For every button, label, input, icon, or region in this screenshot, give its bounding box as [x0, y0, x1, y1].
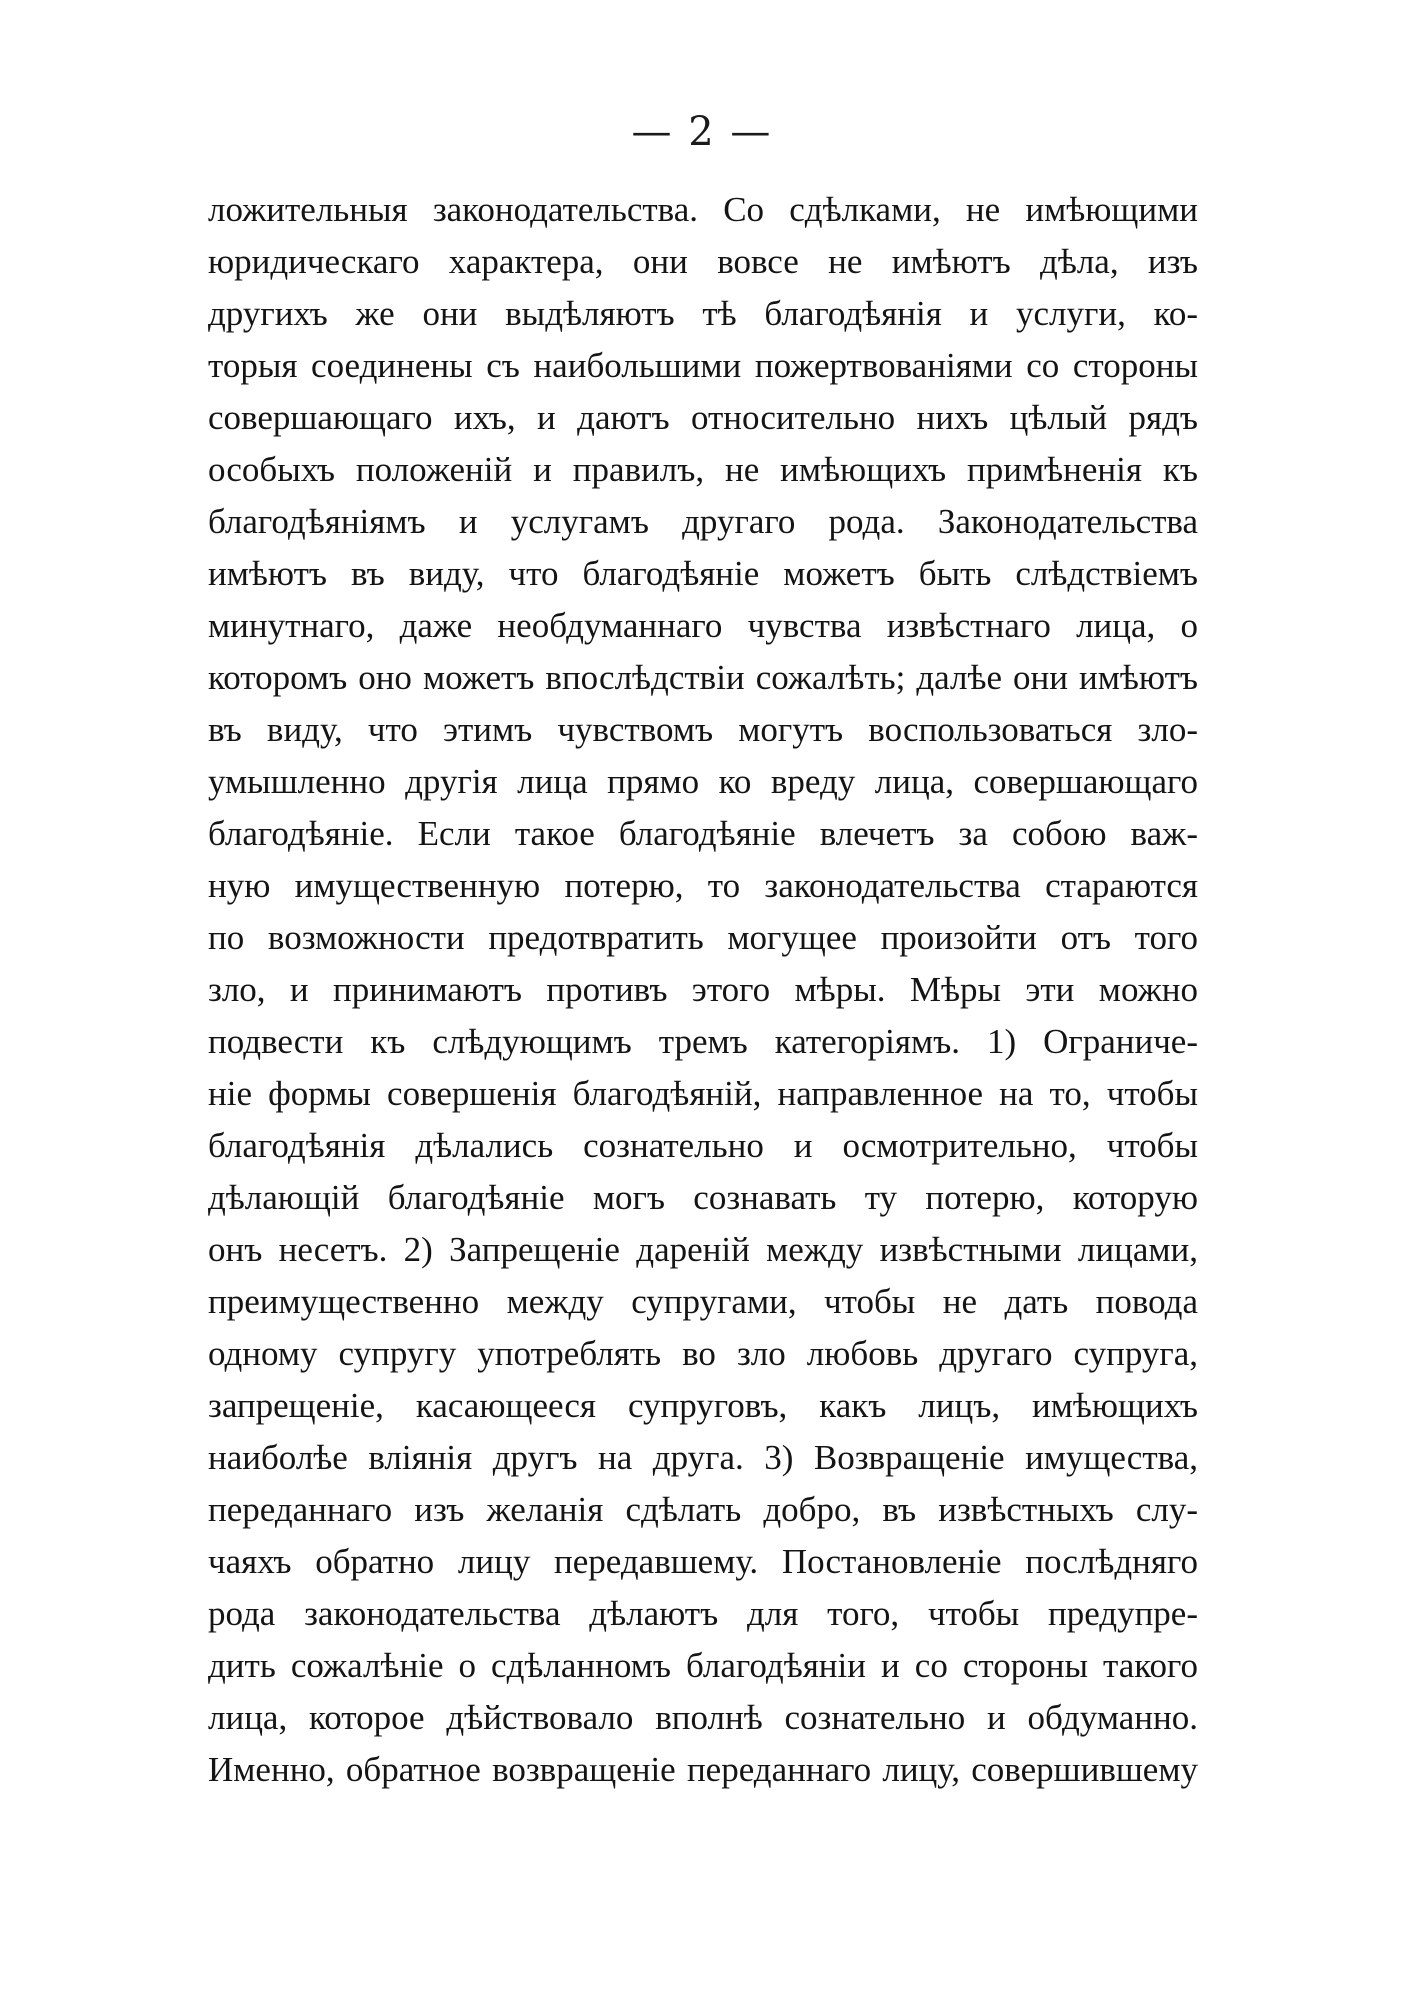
text-line: рода законодательства дѣлаютъ для того, чтобы предупре-: [208, 1594, 1198, 1633]
body-text: [208, 184, 1198, 1796]
text-line: умышленно другія лица прямо ко вреду лица, совершающаго: [208, 762, 1198, 801]
text-line: ную имущественную потерю, то законодательства стараются: [208, 866, 1198, 905]
text-line: по возможности предотвратить могущее произойти отъ того: [208, 918, 1198, 957]
text-line: юридическаго характера, они вовсе не имѣютъ дѣла, изъ: [208, 242, 1198, 281]
text-line: другихъ же они выдѣляютъ тѣ благодѣянія и услуги, ко-: [208, 294, 1198, 333]
text-line: дѣлающій благодѣяніе могъ сознавать ту потерю, которую: [208, 1178, 1198, 1217]
text-line: преимущественно между супругами, чтобы не дать повода: [208, 1282, 1198, 1321]
text-line: благодѣяніямъ и услугамъ другаго рода. Законодательства: [208, 502, 1198, 541]
text-line: минутнаго, даже необдуманнаго чувства извѣстнаго лица, о: [208, 606, 1198, 645]
text-line: запрещеніе, касающееся супруговъ, какъ лицъ, имѣющихъ: [208, 1386, 1198, 1425]
text-line: подвести къ слѣдующимъ тремъ категоріямъ. 1) Ограниче-: [208, 1022, 1198, 1061]
text-line: имѣютъ въ виду, что благодѣяніе можетъ быть слѣдствіемъ: [208, 554, 1198, 593]
text-line: благодѣянія дѣлались сознательно и осмотрительно, чтобы: [208, 1126, 1198, 1165]
text-line: благодѣяніе. Если такое благодѣяніе влечетъ за собою важ-: [208, 814, 1198, 853]
page-number: — 2 —: [631, 109, 773, 155]
text-line: Именно, обратное возвращеніе переданнаго лицу, совершившему: [208, 1750, 1198, 1789]
text-line: зло, и принимаютъ противъ этого мѣры. Мѣры эти можно: [208, 970, 1198, 1009]
text-line: наиболѣе вліянія другъ на друга. 3) Возвращеніе имущества,: [208, 1438, 1198, 1477]
text-line: одному супругу употреблять во зло любовь другаго супруга,: [208, 1334, 1198, 1373]
text-line: лица, которое дѣйствовало вполнѣ сознательно и обдуманно.: [208, 1698, 1198, 1737]
text-line: ніе формы совершенія благодѣяній, направленное на то, чтобы: [208, 1074, 1198, 1113]
text-line: особыхъ положеній и правилъ, не имѣющихъ примѣненія къ: [208, 450, 1198, 489]
text-line: онъ несетъ. 2) Запрещеніе дареній между извѣстными лицами,: [208, 1230, 1198, 1269]
text-line: торыя соединены съ наибольшими пожертвованіями со стороны: [208, 346, 1198, 385]
text-line: ложительныя законодательства. Со сдѣлками, не имѣющими: [208, 190, 1198, 229]
text-line: дить сожалѣніе о сдѣланномъ благодѣяніи и со стороны такого: [208, 1646, 1198, 1685]
text-line: чаяхъ обратно лицу передавшему. Постановленіе послѣдняго: [208, 1542, 1198, 1581]
text-line: которомъ оно можетъ впослѣдствіи сожалѣть; далѣе они имѣютъ: [208, 658, 1198, 697]
text-line: совершающаго ихъ, и даютъ относительно нихъ цѣлый рядъ: [208, 398, 1198, 437]
text-line: въ виду, что этимъ чувствомъ могутъ воспользоваться зло-: [208, 710, 1198, 749]
text-line: переданнаго изъ желанія сдѣлать добро, въ извѣстныхъ слу-: [208, 1490, 1198, 1529]
